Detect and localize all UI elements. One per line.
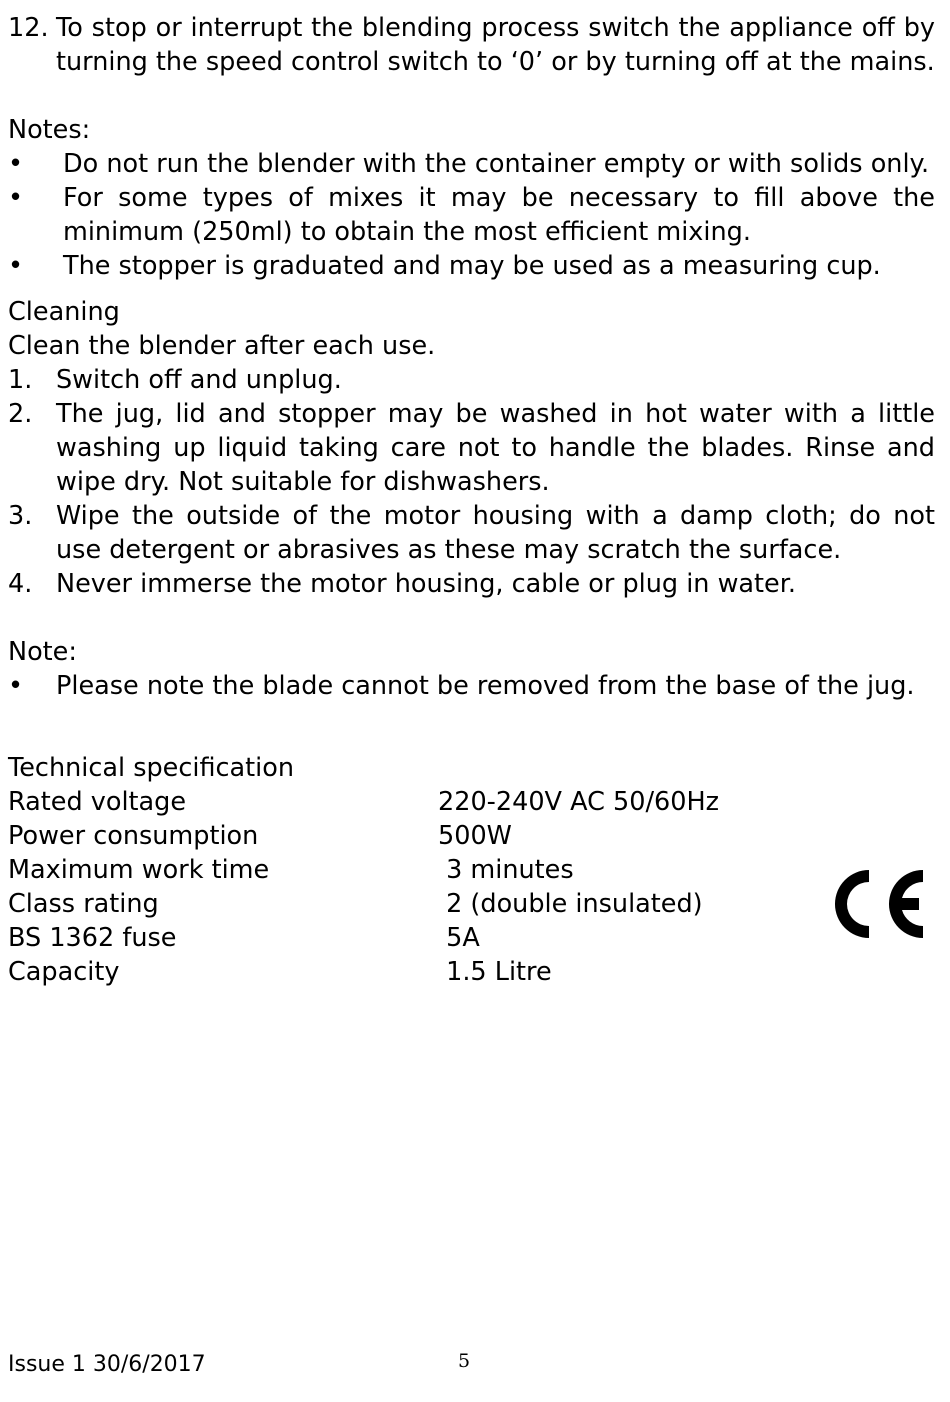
spec-label: BS 1362 fuse [8, 923, 177, 953]
spec-value: 3 minutes [438, 855, 574, 885]
spec-row [8, 853, 935, 887]
bullet: • [8, 251, 24, 281]
spec-row [8, 921, 935, 955]
spec-value: 5A [438, 923, 480, 953]
spec-value: 500W [438, 821, 512, 851]
step-number: 2. [8, 399, 33, 429]
spec-label: Class rating [8, 889, 159, 919]
notes-item [8, 181, 935, 249]
spec-row [8, 955, 935, 989]
spec-row [8, 819, 935, 853]
technical-specification [8, 751, 935, 989]
step-text: Never immerse the motor housing, cable or plug in water. [56, 569, 796, 599]
notes-item [8, 147, 935, 181]
step-number: 3. [8, 501, 33, 531]
ce-mark-icon [819, 864, 929, 944]
notes-heading: Notes: [8, 115, 91, 145]
spec-label: Capacity [8, 957, 120, 987]
step-number: 1. [8, 365, 33, 395]
cleaning-step [8, 397, 935, 499]
spec-label: Maximum work time [8, 855, 270, 885]
page-number: 5 [458, 1350, 471, 1372]
step-number: 12. [8, 13, 49, 43]
cleaning-step [8, 567, 935, 601]
spec-label: Power consumption [8, 821, 259, 851]
notes-item-text: The stopper is graduated and may be used as a measuring cup. [63, 251, 881, 281]
bullet: • [8, 183, 24, 213]
notes-item-text: For some types of mixes it may be necessary to fill above the minimum (250ml) to obtain the most efficient mixing. [63, 183, 935, 247]
cleaning-step [8, 499, 935, 567]
spec-heading: Technical specification [8, 753, 295, 783]
notes-item [8, 249, 935, 283]
bullet: • [8, 149, 24, 179]
cleaning-heading: Cleaning [8, 297, 120, 327]
step-text: The jug, lid and stopper may be washed in hot water with a little washing up liquid taking care not to handle the blades. Rinse and wipe dry. Not suitable for dishwashers. [56, 399, 935, 497]
spec-label: Rated voltage [8, 787, 187, 817]
spec-row [8, 785, 935, 819]
note-item [8, 669, 935, 703]
bullet: • [8, 671, 24, 701]
cleaning-intro: Clean the blender after each use. [8, 331, 436, 361]
step-number: 4. [8, 569, 33, 599]
step-text: Wipe the outside of the motor housing with a damp cloth; do not use detergent or abrasives as these may scratch the surface. [56, 501, 935, 565]
step-12 [8, 11, 935, 79]
spec-row [8, 887, 935, 921]
cleaning-step [8, 363, 935, 397]
manual-page [8, 11, 935, 989]
spec-value: 2 (double insulated) [438, 889, 703, 919]
notes-item-text: Do not run the blender with the container empty or with solids only. [63, 149, 930, 179]
step-text: To stop or interrupt the blending process switch the appliance off by turning the speed control switch to ‘0’ or by turning off at the mains. [56, 13, 935, 77]
note-heading: Note: [8, 637, 77, 667]
issue-date: Issue 1 30/6/2017 [8, 1352, 206, 1377]
spec-value: 1.5 Litre [438, 957, 552, 987]
note-item-text: Please note the blade cannot be removed from the base of the jug. [56, 671, 915, 701]
spec-value: 220-240V AC 50/60Hz [438, 787, 720, 817]
step-text: Switch off and unplug. [56, 365, 342, 395]
